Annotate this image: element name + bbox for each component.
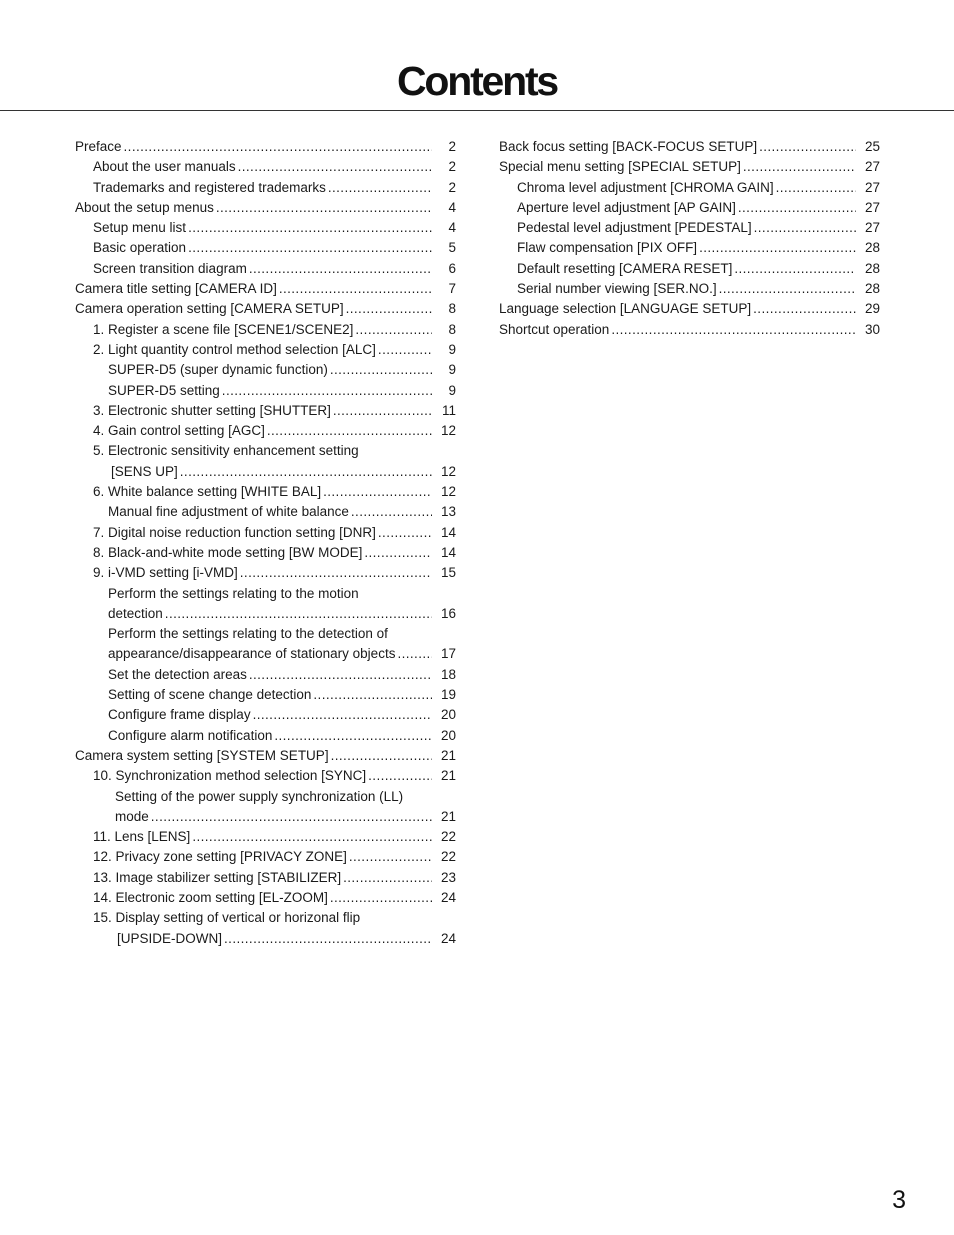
toc-entry-title: Special menu setting [SPECIAL SETUP] xyxy=(499,159,741,175)
toc-entry-title: mode xyxy=(115,808,149,824)
toc-entry-page: 24 xyxy=(440,930,456,946)
toc-entry[interactable] xyxy=(75,523,456,543)
toc-entry-page: 4 xyxy=(448,220,456,236)
toc-leader-dots xyxy=(346,299,432,319)
toc-entry-page: 2 xyxy=(448,159,456,175)
toc-entry[interactable] xyxy=(75,462,456,482)
toc-left-column xyxy=(75,137,456,949)
toc-entry-page: 4 xyxy=(448,199,456,215)
toc-leader-dots xyxy=(328,178,432,198)
toc-entry[interactable] xyxy=(75,441,456,461)
toc-entry[interactable] xyxy=(499,320,880,340)
toc-entry-title: Basic operation xyxy=(93,240,187,256)
toc-entry-title: Setup menu list xyxy=(93,220,187,236)
toc-leader-dots xyxy=(267,421,432,441)
toc-entry[interactable] xyxy=(75,604,456,624)
toc-leader-dots xyxy=(331,746,432,766)
toc-entry[interactable] xyxy=(75,279,456,299)
toc-entry[interactable] xyxy=(499,137,880,157)
toc-entry-page: 5 xyxy=(448,240,456,256)
toc-leader-dots xyxy=(238,157,432,177)
toc-entry[interactable] xyxy=(75,665,456,685)
page-title: Contents xyxy=(396,58,558,104)
toc-entry-title: Shortcut operation xyxy=(499,321,610,337)
toc-entry[interactable] xyxy=(75,584,456,604)
toc-entry[interactable] xyxy=(499,157,880,177)
toc-entry-title: 3. Electronic shutter setting [SHUTTER] xyxy=(93,402,331,418)
toc-entry-title: appearance/disappearance of stationary objects xyxy=(108,646,396,662)
toc-entry[interactable] xyxy=(499,279,880,299)
toc-entry-title: [UPSIDE-DOWN] xyxy=(117,930,223,946)
toc-entry-page: 8 xyxy=(448,321,456,337)
toc-entry-page: 12 xyxy=(440,423,456,439)
toc-leader-dots xyxy=(364,543,432,563)
toc-entry-page: 6 xyxy=(448,260,456,276)
toc-entry-page: 17 xyxy=(440,646,456,662)
toc-entry-page: 30 xyxy=(864,321,880,337)
toc-entry[interactable] xyxy=(499,259,880,279)
toc-entry-page: 12 xyxy=(440,463,456,479)
toc-entry-page: 20 xyxy=(440,727,456,743)
toc-entry-page: 13 xyxy=(440,504,456,520)
toc-entry[interactable] xyxy=(75,178,456,198)
toc-entry[interactable] xyxy=(75,685,456,705)
toc-leader-dots xyxy=(343,868,432,888)
toc-entry[interactable] xyxy=(75,644,456,664)
toc-entry[interactable] xyxy=(75,482,456,502)
toc-entry[interactable] xyxy=(499,178,880,198)
toc-entry-title: 15. Display setting of vertical or horizonal flip xyxy=(93,910,361,926)
toc-entry[interactable] xyxy=(75,299,456,319)
toc-entry-title: 7. Digital noise reduction function setting [DNR] xyxy=(93,524,376,540)
toc-entry-title: About the setup menus xyxy=(75,199,214,215)
toc-entry[interactable] xyxy=(75,888,456,908)
toc-entry-title: 8. Black-and-white mode setting [BW MODE] xyxy=(93,544,363,560)
toc-leader-dots xyxy=(216,198,432,218)
toc-leader-dots xyxy=(188,218,432,238)
toc-entry-page: 18 xyxy=(440,666,456,682)
toc-leader-dots xyxy=(249,259,432,279)
toc-entry-page: 19 xyxy=(440,687,456,703)
toc-entry[interactable] xyxy=(499,218,880,238)
toc-entry-page: 28 xyxy=(864,260,880,276)
toc-entry-title: 9. i-VMD setting [i-VMD] xyxy=(93,565,238,581)
toc-entry-title: detection xyxy=(108,605,163,621)
title-divider xyxy=(0,110,954,111)
toc-entry[interactable] xyxy=(75,827,456,847)
toc-entry[interactable] xyxy=(75,137,456,157)
toc-leader-dots xyxy=(351,502,432,522)
toc-leader-dots xyxy=(151,807,432,827)
toc-entry-title: SUPER-D5 (super dynamic function) xyxy=(108,362,328,378)
toc-entry-title: 13. Image stabilizer setting [STABILIZER] xyxy=(93,869,342,885)
toc-leader-dots xyxy=(192,827,432,847)
toc-entry-page: 9 xyxy=(448,362,456,378)
toc-leader-dots xyxy=(776,178,856,198)
toc-entry-title: [SENS UP] xyxy=(111,463,178,479)
toc-leader-dots xyxy=(330,888,432,908)
toc-leader-dots xyxy=(355,320,432,340)
toc-leader-dots xyxy=(180,462,432,482)
toc-leader-dots xyxy=(279,279,432,299)
toc-entry-title: SUPER-D5 setting xyxy=(108,382,220,398)
toc-entry-page: 2 xyxy=(448,179,456,195)
toc-entry[interactable] xyxy=(499,238,880,258)
toc-entry[interactable] xyxy=(75,705,456,725)
toc-leader-dots xyxy=(249,665,432,685)
toc-leader-dots xyxy=(754,218,856,238)
toc-entry[interactable] xyxy=(75,218,456,238)
toc-entry-title: Set the detection areas xyxy=(108,666,247,682)
toc-entry-page: 8 xyxy=(448,301,456,317)
toc-entry-title: Flaw compensation [PIX OFF] xyxy=(517,240,698,256)
toc-entry[interactable] xyxy=(75,502,456,522)
toc-entry-title: 12. Privacy zone setting [PRIVACY ZONE] xyxy=(93,849,347,865)
toc-entry-page: 14 xyxy=(440,544,456,560)
toc-entry-title: Perform the settings relating to the motion xyxy=(108,585,359,601)
toc-entry-page: 27 xyxy=(864,199,880,215)
toc-entry[interactable] xyxy=(75,787,456,807)
toc-entry-page: 2 xyxy=(448,139,456,154)
toc-entry-page: 21 xyxy=(440,747,456,763)
toc-entry-title: Setting of scene change detection xyxy=(108,687,312,703)
toc-leader-dots xyxy=(738,198,856,218)
toc-entry-title: Preface xyxy=(75,139,122,154)
toc-leader-dots xyxy=(222,381,432,401)
toc-entry[interactable] xyxy=(75,543,456,563)
toc-entry-title: 10. Synchronization method selection [SYNC] xyxy=(93,768,367,784)
toc-entry-page: 15 xyxy=(440,565,456,581)
toc-entry[interactable] xyxy=(75,238,456,258)
toc-entry-page: 22 xyxy=(440,849,456,865)
toc-entry-title: 1. Register a scene file [SCENE1/SCENE2] xyxy=(93,321,354,337)
toc-entry-page: 14 xyxy=(440,524,456,540)
toc-entry-page: 9 xyxy=(448,341,456,357)
toc-leader-dots xyxy=(719,279,856,299)
toc-entry-title: Camera system setting [SYSTEM SETUP] xyxy=(75,747,329,763)
toc-entry[interactable] xyxy=(75,929,456,949)
toc-entry[interactable] xyxy=(499,198,880,218)
toc-leader-dots xyxy=(699,238,856,258)
toc-leader-dots xyxy=(188,238,432,258)
toc-entry-title: Language selection [LANGUAGE SETUP] xyxy=(499,301,752,317)
toc-entry[interactable] xyxy=(75,401,456,421)
toc-leader-dots xyxy=(240,563,432,583)
toc-entry[interactable] xyxy=(75,421,456,441)
toc-entry-page: 21 xyxy=(440,808,456,824)
toc-leader-dots xyxy=(313,685,432,705)
toc-entry-title: Camera title setting [CAMERA ID] xyxy=(75,281,277,297)
toc-entry-page: 16 xyxy=(440,605,456,621)
toc-entry-title: Perform the settings relating to the detection of xyxy=(108,626,388,642)
toc-entry[interactable] xyxy=(75,908,456,928)
toc-entry-title: Chroma level adjustment [CHROMA GAIN] xyxy=(517,179,774,195)
toc-entry-title: 11. Lens [LENS] xyxy=(93,829,191,845)
toc-entry[interactable] xyxy=(75,381,456,401)
toc-entry[interactable] xyxy=(75,624,456,644)
toc-entry[interactable] xyxy=(75,340,456,360)
toc-leader-dots xyxy=(349,847,432,867)
toc-leader-dots xyxy=(743,157,856,177)
toc-leader-dots xyxy=(378,340,432,360)
toc-entry[interactable] xyxy=(75,259,456,279)
toc-entry-title: Serial number viewing [SER.NO.] xyxy=(517,281,717,297)
toc-entry-title: Configure frame display xyxy=(108,707,251,723)
toc-entry-page: 24 xyxy=(440,889,456,905)
toc-entry[interactable] xyxy=(75,868,456,888)
toc-entry-title: Screen transition diagram xyxy=(93,260,247,276)
toc-entry-page: 28 xyxy=(864,281,880,297)
toc-leader-dots xyxy=(124,137,432,157)
toc-leader-dots xyxy=(224,929,432,949)
toc-leader-dots xyxy=(397,644,432,664)
toc-entry-title: Aperture level adjustment [AP GAIN] xyxy=(517,199,736,215)
toc-entry-page: 27 xyxy=(864,220,880,236)
toc-leader-dots xyxy=(378,523,432,543)
toc-entry-page: 25 xyxy=(864,139,880,154)
toc-entry-title: 4. Gain control setting [AGC] xyxy=(93,423,265,439)
toc-entry-page: 9 xyxy=(448,382,456,398)
toc-leader-dots xyxy=(759,137,856,157)
toc-entry[interactable] xyxy=(75,198,456,218)
toc-leader-dots xyxy=(253,705,432,725)
toc-entry[interactable] xyxy=(75,726,456,746)
toc-entry[interactable] xyxy=(75,746,456,766)
toc-leader-dots xyxy=(165,604,432,624)
toc-leader-dots xyxy=(734,259,856,279)
toc-leader-dots xyxy=(753,299,856,319)
toc-leader-dots xyxy=(333,401,432,421)
toc-entry-title: 2. Light quantity control method selection [ALC] xyxy=(93,341,376,357)
page-number: 3 xyxy=(892,1186,906,1214)
toc-entry-title: Back focus setting [BACK-FOCUS SETUP] xyxy=(499,139,758,154)
toc-right-column xyxy=(499,137,880,340)
toc-entry-title: Default resetting [CAMERA RESET] xyxy=(517,260,733,276)
toc-entry-page: 29 xyxy=(864,301,880,317)
toc-entry[interactable] xyxy=(75,766,456,786)
toc-entry-page: 7 xyxy=(448,281,456,297)
toc-entry-page: 11 xyxy=(441,402,456,418)
toc-entry-page: 20 xyxy=(440,707,456,723)
toc-entry-title: About the user manuals xyxy=(93,159,236,175)
toc-leader-dots xyxy=(323,482,432,502)
toc-entry-title: 14. Electronic zoom setting [EL-ZOOM] xyxy=(93,889,328,905)
toc-entry-title: Pedestal level adjustment [PEDESTAL] xyxy=(517,220,752,236)
toc-leader-dots xyxy=(330,360,432,380)
toc-entry[interactable] xyxy=(75,320,456,340)
toc-entry-page: 27 xyxy=(864,179,880,195)
toc-entry-title: Trademarks and registered trademarks xyxy=(93,179,326,195)
toc-entry-title: Configure alarm notification xyxy=(108,727,273,743)
toc-entry-page: 12 xyxy=(440,484,456,500)
toc-entry-page: 21 xyxy=(440,768,456,784)
toc-entry-title: Setting of the power supply synchronization (LL) xyxy=(115,788,404,804)
toc-entry-page: 22 xyxy=(440,829,456,845)
toc-entry-title: 5. Electronic sensitivity enhancement setting xyxy=(93,443,359,459)
toc-entry-title: Camera operation setting [CAMERA SETUP] xyxy=(75,301,344,317)
toc-entry[interactable] xyxy=(75,360,456,380)
toc-entry[interactable] xyxy=(499,299,880,319)
toc-entry[interactable] xyxy=(75,563,456,583)
toc-entry[interactable] xyxy=(75,807,456,827)
toc-entry-title: Manual fine adjustment of white balance xyxy=(108,504,349,520)
toc-entry-title: 6. White balance setting [WHITE BAL] xyxy=(93,484,322,500)
toc-entry-page: 27 xyxy=(864,159,880,175)
toc-entry-page: 23 xyxy=(440,869,456,885)
toc-leader-dots xyxy=(611,320,856,340)
toc-leader-dots xyxy=(368,766,432,786)
toc-entry[interactable] xyxy=(75,157,456,177)
toc-entry-page: 28 xyxy=(864,240,880,256)
toc-entry[interactable] xyxy=(75,847,456,867)
toc-leader-dots xyxy=(274,726,432,746)
